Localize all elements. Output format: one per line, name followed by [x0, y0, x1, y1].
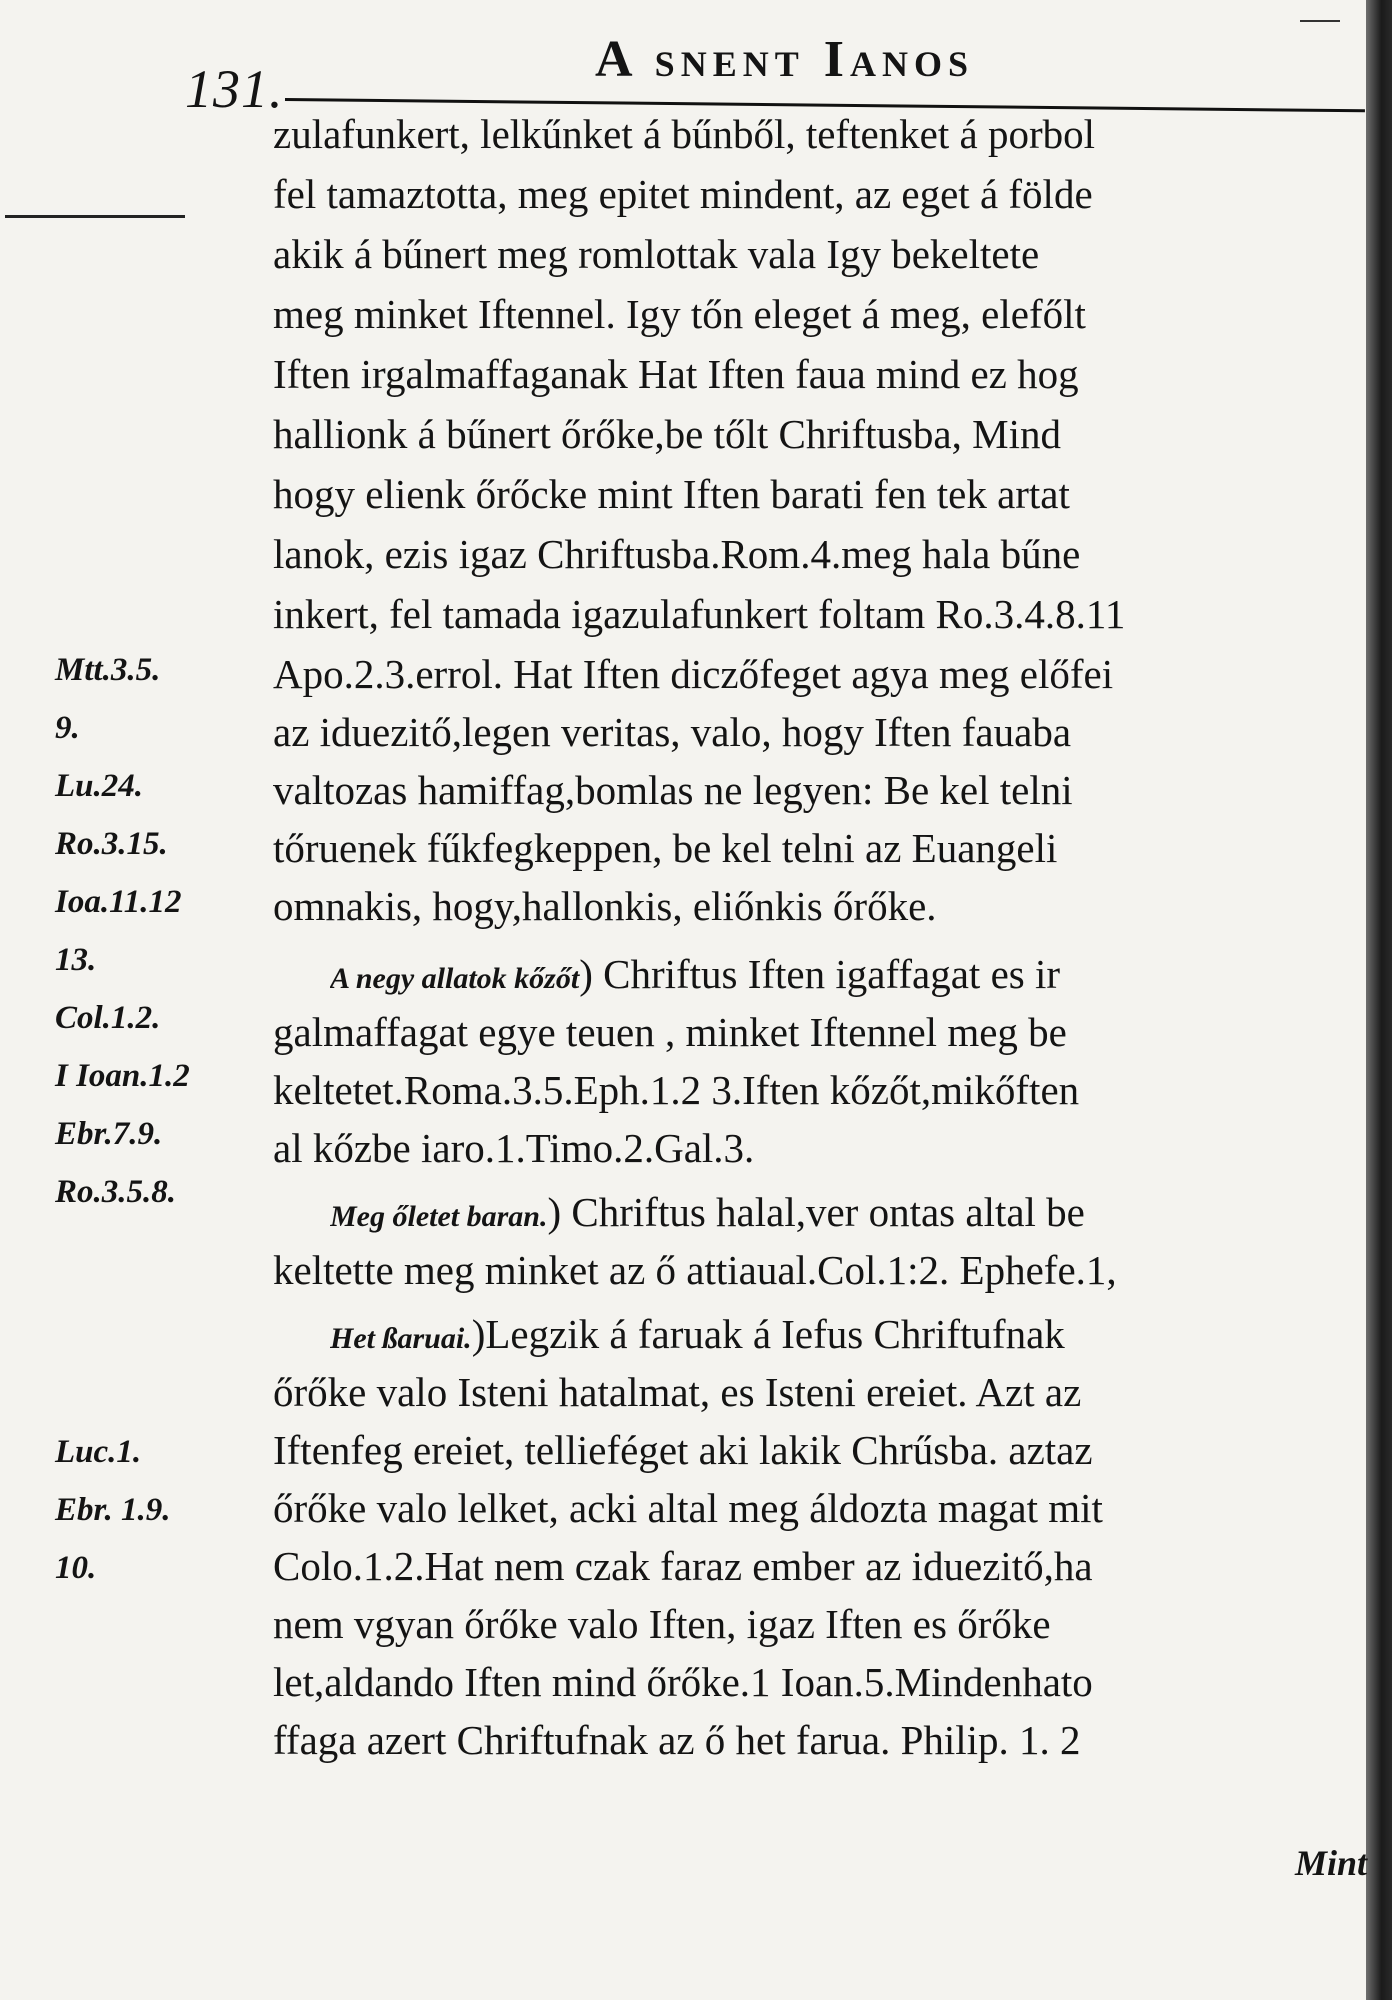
paragraph-text: ) Chriftus halal,ver ontas altal be	[547, 1189, 1085, 1235]
text-line: keltetet.Roma.3.5.Eph.1.2 3.Iften kőzőt,mikőften	[273, 1067, 1080, 1113]
text-line: akik á bűnert meg romlottak vala Igy bekeltete	[273, 231, 1040, 277]
margin-note: 13.	[55, 942, 97, 978]
margin-note: Luc.1.	[55, 1434, 142, 1470]
text-line: Iften irgalmaffaganak Hat Iften faua mind ez hog	[273, 351, 1079, 397]
text-line: meg minket Iftennel. Igy tőn eleget á meg, elefőlt	[273, 291, 1086, 337]
margin-note: Ioa.11.12	[55, 884, 182, 920]
text-line: Iftenfeg ereiet, tellieféget aki lakik Chrűsba. aztaz	[273, 1427, 1093, 1473]
paragraph-text: ) Chriftus Iften igaffagat es ir	[579, 951, 1061, 997]
margin-note: 9.	[55, 710, 80, 746]
text-line: inkert, fel tamada igazulafunkert foltam Ro.3.4.8.11	[273, 591, 1126, 637]
edge-mark	[1300, 20, 1340, 22]
text-line: Apo.2.3.errol. Hat Iften diczőfeget agya meg előfei	[273, 651, 1114, 697]
text-line: zulafunkert, lelkűnket á bűnből, teftenket á porbol	[273, 111, 1096, 157]
text-line: nem vgyan őrőke valo Iften, igaz Iften es őrőke	[273, 1601, 1051, 1647]
margin-note: I Ioan.1.2	[55, 1058, 190, 1094]
margin-note: Mtt.3.5.	[55, 652, 161, 688]
text-line: al kőzbe iaro.1.Timo.2.Gal.3.	[273, 1125, 755, 1171]
text-line: lanok, ezis igaz Chriftusba.Rom.4.meg hala bűne	[273, 531, 1081, 577]
text-line: ffaga azert Chriftufnak az ő het farua. Philip. 1. 2	[273, 1717, 1081, 1763]
text-line: fel tamaztotta, meg epitet mindent, az eget á földe	[273, 171, 1093, 217]
margin-note: 10.	[55, 1550, 97, 1586]
paragraph-text: )Legzik á faruak á Iefus Chriftufnak	[471, 1311, 1065, 1357]
lemma: A negy allatok kőzőt	[330, 962, 580, 995]
text-line: az iduezitő,legen veritas, valo, hogy Iften fauaba	[273, 709, 1072, 755]
margin-note: Ebr.7.9.	[55, 1116, 163, 1152]
margin-note: Lu.24.	[55, 768, 144, 804]
margin-rule	[5, 215, 185, 218]
margin-note: Ro.3.5.8.	[55, 1174, 177, 1210]
text-line: let,aldando Iften mind őrőke.1 Ioan.5.Mindenhato	[273, 1659, 1093, 1705]
margin-note: Ro.3.15.	[55, 826, 168, 862]
text-line: Colo.1.2.Hat nem czak faraz ember az iduezitő,ha	[273, 1543, 1093, 1589]
lemma: Meg őletet baran.	[330, 1200, 548, 1233]
text-line: hogy elienk őrőcke mint Iften barati fen tek artat	[273, 471, 1070, 517]
text-line: őrőke valo lelket, acki altal meg áldozta magat mit	[273, 1485, 1103, 1531]
text-line: tőruenek fűkfegkeppen, be kel telni az Euangeli	[273, 825, 1058, 871]
catchword: Mint	[1295, 1843, 1368, 1883]
text-line: hallionk á bűnert őrőke,be tőlt Chriftusba, Mind	[273, 411, 1061, 457]
text-line: valtozas hamiffag,bomlas ne legyen: Be kel telni	[273, 767, 1073, 813]
margin-note: Ebr. 1.9.	[55, 1492, 171, 1528]
text-line: omnakis, hogy,hallonkis, eliőnkis őrőke.	[273, 883, 937, 929]
paragraph-lead	[330, 1308, 1370, 1365]
margin-note: Col.1.2.	[55, 1000, 161, 1036]
text-line: őrőke valo Isteni hatalmat, es Isteni ereiet. Azt az	[273, 1369, 1082, 1415]
text-line: galmaffagat egye teuen , minket Iftennel meg be	[273, 1009, 1067, 1055]
lemma: Het ßaruai.	[330, 1322, 472, 1355]
running-head: A snent Ianos	[595, 31, 974, 88]
paragraph-lead	[330, 948, 1370, 1005]
paragraph-lead	[330, 1186, 1370, 1243]
text-line: keltette meg minket az ő attiaual.Col.1:2. Ephefe.1,	[273, 1247, 1117, 1293]
page-number: 131.	[185, 59, 284, 119]
